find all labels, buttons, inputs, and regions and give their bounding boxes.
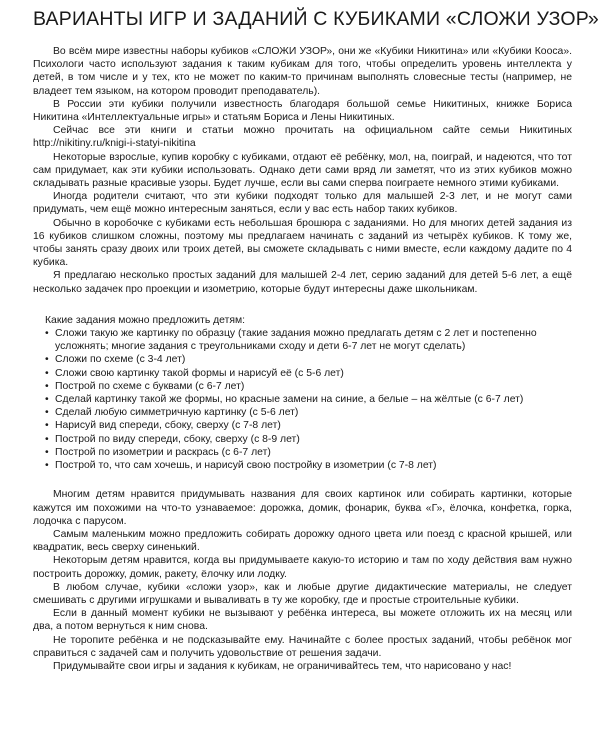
list-item: • Построй по виду спереди, сбоку, сверху (с 8-9 лет) [45, 433, 572, 446]
paragraph: Некоторым детям нравится, когда вы придумываете какую-то историю и там по ходу действия вам нужно построить дорожку, домик, ракету, ёлочку или лодку. [33, 555, 572, 580]
paragraph: Если в данный момент кубики не вызывают у ребёнка интереса, вы можете отложить их на месяц или два, а потом вернуться к ним снова. [33, 608, 572, 633]
paragraph: Не торопите ребёнка и не подсказывайте ему. Начинайте с более простых заданий, чтобы ребёнок мог справиться с задачей сам и получить удовольствие от решения задачи. [33, 634, 572, 659]
list-item: • Сделай любую симметричную картинку (с 5-6 лет) [45, 406, 572, 419]
paragraph: Многим детям нравится придумывать названия для своих картинок или собирать картинки, которые кажутся им похожими на что-то узнаваемое: дорожка, домик, фонарик, буква «Г», ёлочка, конфетка, горка, лодочка с парусом. [33, 489, 572, 527]
page-title: ВАРИАНТЫ ИГР И ЗАДАНИЙ С КУБИКАМИ «СЛОЖИ УЗОР» [33, 8, 599, 30]
intro-section [33, 45, 572, 296]
paragraph: Во всём мире известны наборы кубиков «СЛОЖИ УЗОР», они же «Кубики Никитина» или «Кубики Кооса». Психологи часто используют задания к таким кубикам для того, чтобы определить уровень интеллекта у детей, в том числе и у тех, кто не может по каким-то причинам выполнять словесные тесты (например, не владеет тем языком, на котором проводит преподаватель). [33, 46, 572, 97]
paragraph: В любом случае, кубики «сложи узор», как и любые другие дидактические материалы, не следует смешивать с другими игрушками и вываливать в ту же коробку, где и простые строительные кубики. [33, 581, 572, 606]
list-item: • Нарисуй вид спереди, сбоку, сверху (с 7-8 лет) [45, 419, 572, 432]
paragraph: Обычно в коробочке с кубиками есть небольшая брошюра с заданиями. Но для многих детей задания из 16 кубиков слишком сложны, поэтому мы предлагаем начинать с заданий из четырёх кубиков. К тому же, чтобы занять сразу двоих или троих детей, вы сможете складывать с ними вместе, если каждому дадите по 4 кубика. [33, 217, 572, 269]
list-item: • Сложи такую же картинку по образцу (такие задания можно предлагать детям с 2 лет и постепенно усложнять; многие задания с треугольниками сходу и дети 6-7 лет не могут сделать) [45, 327, 572, 353]
paragraph: Иногда родители считают, что эти кубики подходят только для малышей 2-3 лет, и не могут сами придумать, чем ещё можно интересным заняться, если у вас есть набор таких кубиков. [33, 191, 572, 216]
task-list-heading: Какие задания можно предложить детям: [45, 314, 246, 326]
task-list-section [45, 314, 572, 472]
list-item: • Сложи свою картинку такой формы и нарисуй её (с 5-6 лет) [45, 367, 572, 380]
task-list [45, 327, 572, 472]
list-item: • Сделай картинку такой же формы, но красные замени на синие, а белые – на жёлтые (с 6-7 лет) [45, 393, 572, 406]
paragraph: В России эти кубики получили известность благодаря большой семье Никитиных, книжке Бориса Никитина «Интеллектуальные игры» и статьям Бориса и Лены Никитиных. [33, 98, 572, 124]
list-item: • Сложи по схеме (с 3-4 лет) [45, 353, 572, 366]
paragraph: Некоторые взрослые, купив коробку с кубиками, отдают её ребёнку, мол, на, поиграй, и надеются, что тот сам придумает, как эти кубики использовать. Однако дети сами вряд ли заметят, что из этих кубиков можно складывать разные красивые узоры. Будет лучше, если вы сами сперва поиграете немного этими кубиками. [33, 151, 572, 190]
paragraph: Самым маленьким можно предложить собирать дорожку одного цвета или поезд с красной крышей, или квадратик, весь сверху синенький. [33, 528, 572, 554]
list-item: • Построй по изометрии и раскрась (с 6-7 лет) [45, 446, 572, 459]
paragraph: Придумывайте свои игры и задания к кубикам, не ограничивайтесь тем, что нарисовано у нас! [53, 660, 512, 672]
paragraph: Я предлагаю несколько простых заданий для малышей 2-4 лет, серию заданий для детей 5-6 лет, а ещё несколько задачек про проекции и изометрию, которые будут интересны даже школьникам. [33, 270, 572, 295]
list-item: • Построй по схеме с буквами (с 6-7 лет) [45, 380, 572, 393]
list-item: • Построй то, что сам хочешь, и нарисуй свою постройку в изометрии (с 7-8 лет) [45, 459, 572, 472]
paragraph: Сейчас все эти книги и статьи можно прочитать на официальном сайте семьи Никитиных http://nikitiny.ru/knigi-i-statyi-nikitina [33, 125, 572, 150]
outro-section [33, 488, 572, 673]
